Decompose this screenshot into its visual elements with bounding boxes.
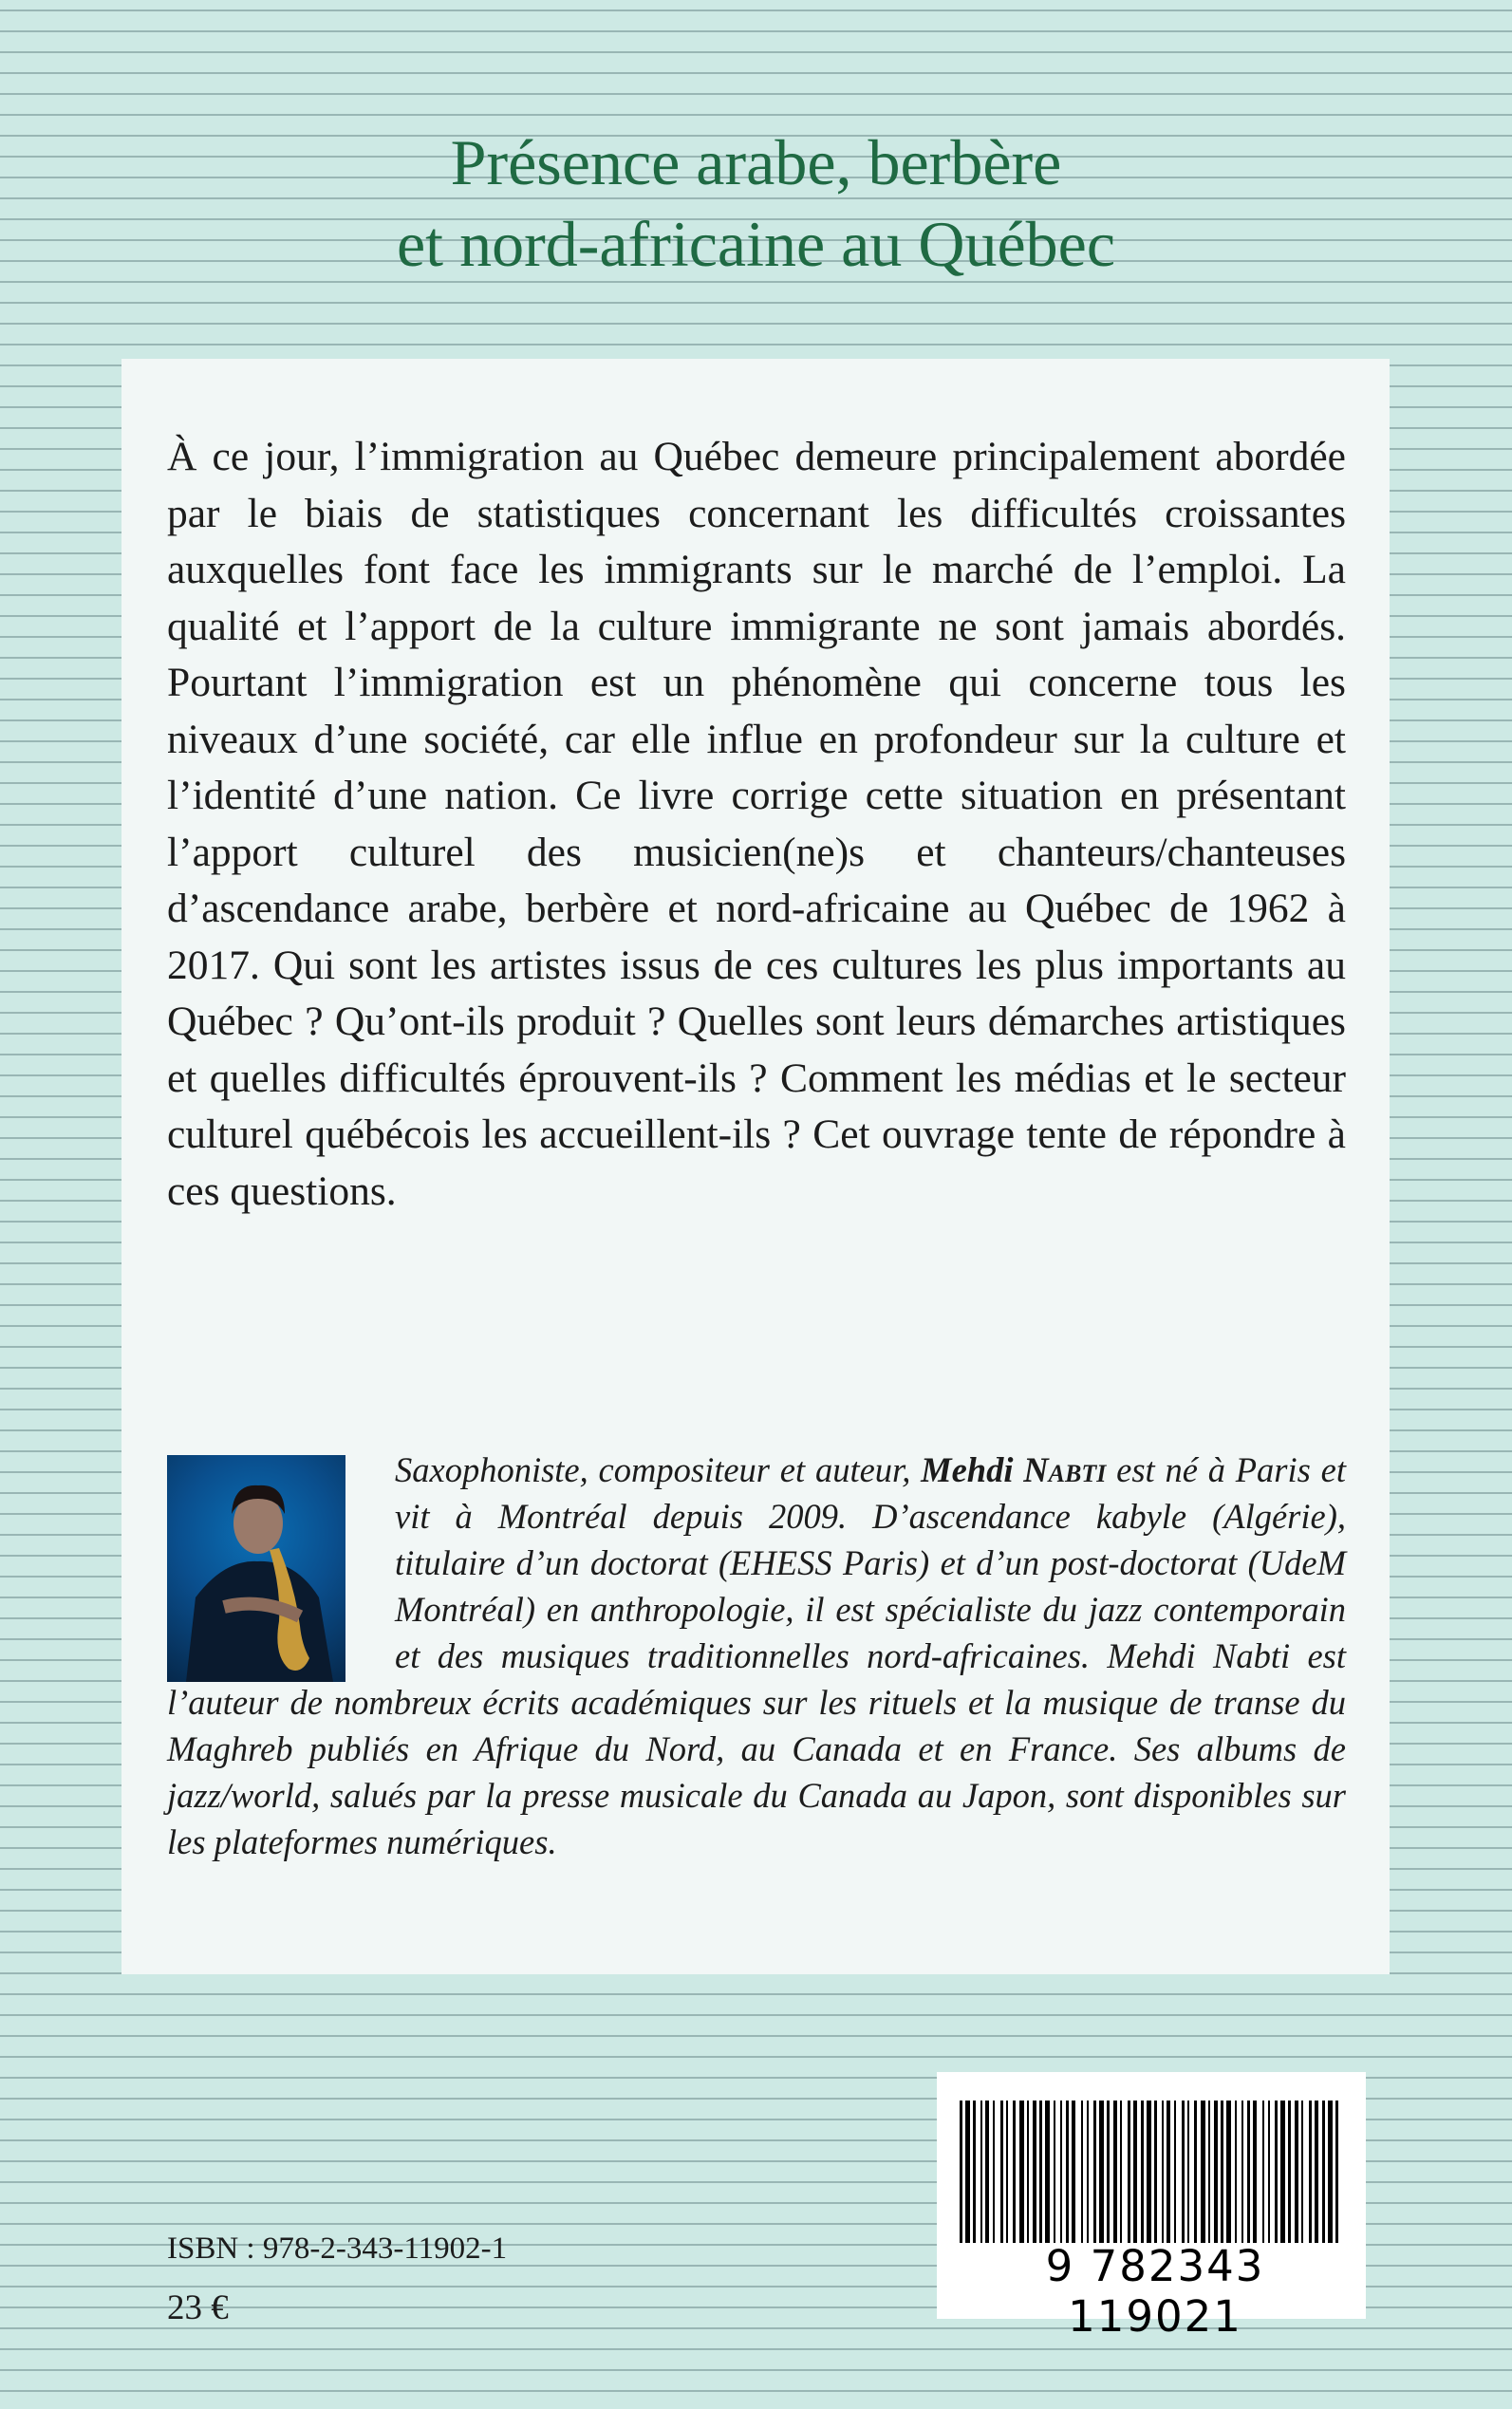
barcode-bar xyxy=(1054,2101,1055,2243)
bio-rest: est né à Paris et vit à Montréal depuis 2009. D’ascendance kabyle (Algérie), titulaire d’un doctorat (EHESS Paris) et d’un post-doctorat (UdeM Montréal) en anthropologie, il est spécialiste du jazz contemporain et des musiques traditionnelles nord-africaines. Mehdi Nabti est l’auteur de nombreux écrits académiques sur les rituels et la musique de transe du Maghreb publiés en Afrique du Nord, au Canada et en France. Ses albums de jazz/world, salués par la presse musicale du Canada au Japon, sont disponibles sur les plateformes numériques. xyxy=(167,1450,1346,1861)
bio-intro: Saxophoniste, compositeur et auteur, xyxy=(395,1450,922,1489)
barcode-bar xyxy=(1335,2101,1338,2243)
photo-spacer xyxy=(167,1447,395,1674)
barcode-bar xyxy=(1154,2101,1157,2243)
barcode-bar xyxy=(1253,2101,1257,2243)
barcode-bar xyxy=(1275,2101,1278,2243)
barcode-bar xyxy=(1128,2101,1130,2243)
barcode-bar xyxy=(1093,2101,1096,2243)
barcode-bar xyxy=(973,2101,976,2243)
barcode-bar xyxy=(1099,2101,1104,2243)
barcode-bar xyxy=(1033,2101,1036,2243)
barcode-bar xyxy=(1315,2101,1318,2243)
barcode-bar xyxy=(1208,2101,1210,2243)
barcode-bar xyxy=(1247,2101,1250,2243)
barcode-bar xyxy=(1120,2101,1122,2243)
barcode-bar xyxy=(1235,2101,1237,2243)
isbn-label: ISBN : 978-2-343-11902-1 xyxy=(167,2232,508,2266)
barcode-bar xyxy=(1107,2101,1110,2243)
book-title xyxy=(0,121,1512,285)
barcode-bar xyxy=(1019,2101,1024,2243)
barcode-bar xyxy=(1133,2101,1137,2243)
bio-author-first: Mehdi xyxy=(921,1450,1024,1489)
price-label: 23 € xyxy=(167,2288,229,2327)
barcode-bar xyxy=(1201,2101,1205,2243)
barcode-bar xyxy=(1214,2101,1218,2243)
barcode-bar xyxy=(1147,2101,1151,2243)
barcode-bar xyxy=(960,2101,962,2243)
barcode xyxy=(937,2072,1366,2342)
barcode-bar xyxy=(993,2101,995,2243)
book-title-line-2: et nord-africaine au Québec xyxy=(397,208,1115,280)
barcode-bar xyxy=(1039,2101,1042,2243)
barcode-bar xyxy=(1174,2101,1176,2243)
barcode-bar xyxy=(965,2101,970,2243)
barcode-bar xyxy=(1328,2101,1333,2243)
barcode-bar xyxy=(1262,2101,1264,2243)
barcode-bars xyxy=(960,2101,1343,2243)
barcode-bar xyxy=(1268,2101,1270,2243)
barcode-bar xyxy=(1000,2101,1003,2243)
barcode-bar xyxy=(1006,2101,1008,2243)
barcode-bar xyxy=(1241,2101,1243,2243)
barcode-bar xyxy=(1167,2101,1170,2243)
barcode-bar xyxy=(1187,2101,1189,2243)
barcode-bar xyxy=(1280,2101,1285,2243)
barcode-bar xyxy=(1194,2101,1197,2243)
bio-author-last: Nabti xyxy=(1023,1450,1107,1489)
barcode-bar xyxy=(985,2101,989,2243)
barcode-bar xyxy=(1309,2101,1312,2243)
barcode-bar xyxy=(1072,2101,1075,2243)
barcode-bar xyxy=(1295,2101,1298,2243)
barcode-digits: 9 782343 119021 xyxy=(1045,2241,1265,2342)
barcode-bar xyxy=(1087,2101,1089,2243)
barcode-bar xyxy=(1045,2101,1050,2243)
barcode-bar xyxy=(1060,2101,1062,2243)
barcode-bar xyxy=(1221,2101,1223,2243)
barcode-bar xyxy=(1162,2101,1164,2243)
barcode-bar xyxy=(1013,2101,1016,2243)
barcode-bar xyxy=(1113,2101,1117,2243)
barcode-bar xyxy=(980,2101,982,2243)
book-title-line-1: Présence arabe, berbère xyxy=(450,126,1062,198)
barcode-bar xyxy=(1322,2101,1325,2243)
barcode-bar xyxy=(1301,2101,1303,2243)
barcode-bar xyxy=(1226,2101,1231,2243)
barcode-bar xyxy=(1141,2101,1144,2243)
author-bio xyxy=(167,1447,1346,1865)
barcode-bar xyxy=(1027,2101,1029,2243)
barcode-bar xyxy=(1182,2101,1185,2243)
book-summary: À ce jour, l’immigration au Québec demeure principalement abordée par le biais de statistiques concernant les difficultés croissantes auxquelles font face les immigrants sur le marché de l’emploi. La qualité et l’apport de la culture immigrante ne sont jamais abordés. Pourtant l’immigration est un phénomène qui concerne tous les niveaux d’une société, car elle influe en profondeur sur la culture et l’identité d’une nation. Ce livre corrige cette situation en présentant l’apport culturel des musicien(ne)s et chanteurs/chanteuses d’ascendance arabe, berbère et nord-africaine au Québec de 1962 à 2017. Qui sont les artistes issus de ces cultures les plus importants au Québec ? Qu’ont-ils produit ? Quelles sont leurs démarches artistiques et quelles difficultés éprouvent-ils ? Comment les médias et le secteur culturel québécois les accueillent-ils ? Cet ouvrage tente de répondre à ces questions. xyxy=(167,434,1346,1214)
barcode-bar xyxy=(1081,2101,1083,2243)
barcode-bar xyxy=(1066,2101,1069,2243)
barcode-bar xyxy=(1288,2101,1291,2243)
